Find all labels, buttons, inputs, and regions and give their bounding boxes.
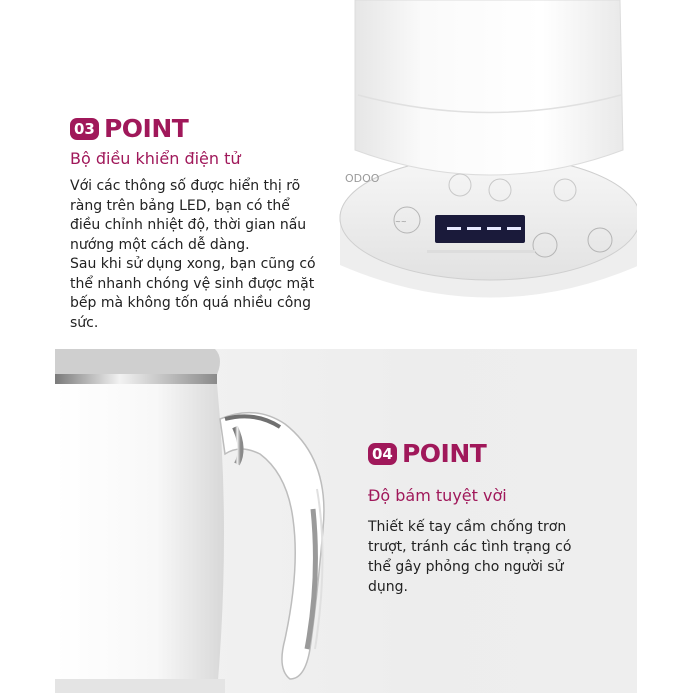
description-line: ràng trên bảng LED, bạn có thể xyxy=(70,197,290,214)
description-line: điều chỉnh nhiệt độ, thời gian nấu xyxy=(70,217,307,233)
panel-logo: ODOO xyxy=(345,172,380,185)
description-line: Với các thông số được hiển thị rõ xyxy=(70,178,301,194)
description-line: bếp mà không tốn quá nhiều công xyxy=(70,295,312,311)
point-04-word: POINT xyxy=(401,439,487,468)
description-line: trượt, tránh các tình trạng có xyxy=(368,539,572,555)
description-line: Sau khi sử dụng xong, bạn cũng có xyxy=(70,256,316,272)
description-line: dụng. xyxy=(368,579,408,595)
point-03-subtitle: Bộ điều khiển điện tử xyxy=(70,149,241,168)
point-04-description xyxy=(368,517,571,597)
point-03-word: POINT xyxy=(103,114,189,143)
point-03-description xyxy=(70,177,316,333)
description-line: nướng một cách dễ dàng. xyxy=(70,236,250,253)
point-03-badge: 03 xyxy=(70,118,99,140)
svg-text:~~: ~~ xyxy=(395,218,407,226)
description-line: sức. xyxy=(70,314,99,331)
description-line: Thiết kế tay cầm chống trơn xyxy=(368,519,567,535)
point-04-badge: 04 xyxy=(368,443,397,465)
point-04-heading xyxy=(368,439,486,468)
point-04-subtitle: Độ bám tuyệt vời xyxy=(368,486,507,505)
description-line: thể gây phỏng cho người sử xyxy=(368,559,564,575)
description-line: thể nhanh chóng vệ sinh được mặt xyxy=(70,275,315,292)
point-03-heading xyxy=(70,114,188,143)
